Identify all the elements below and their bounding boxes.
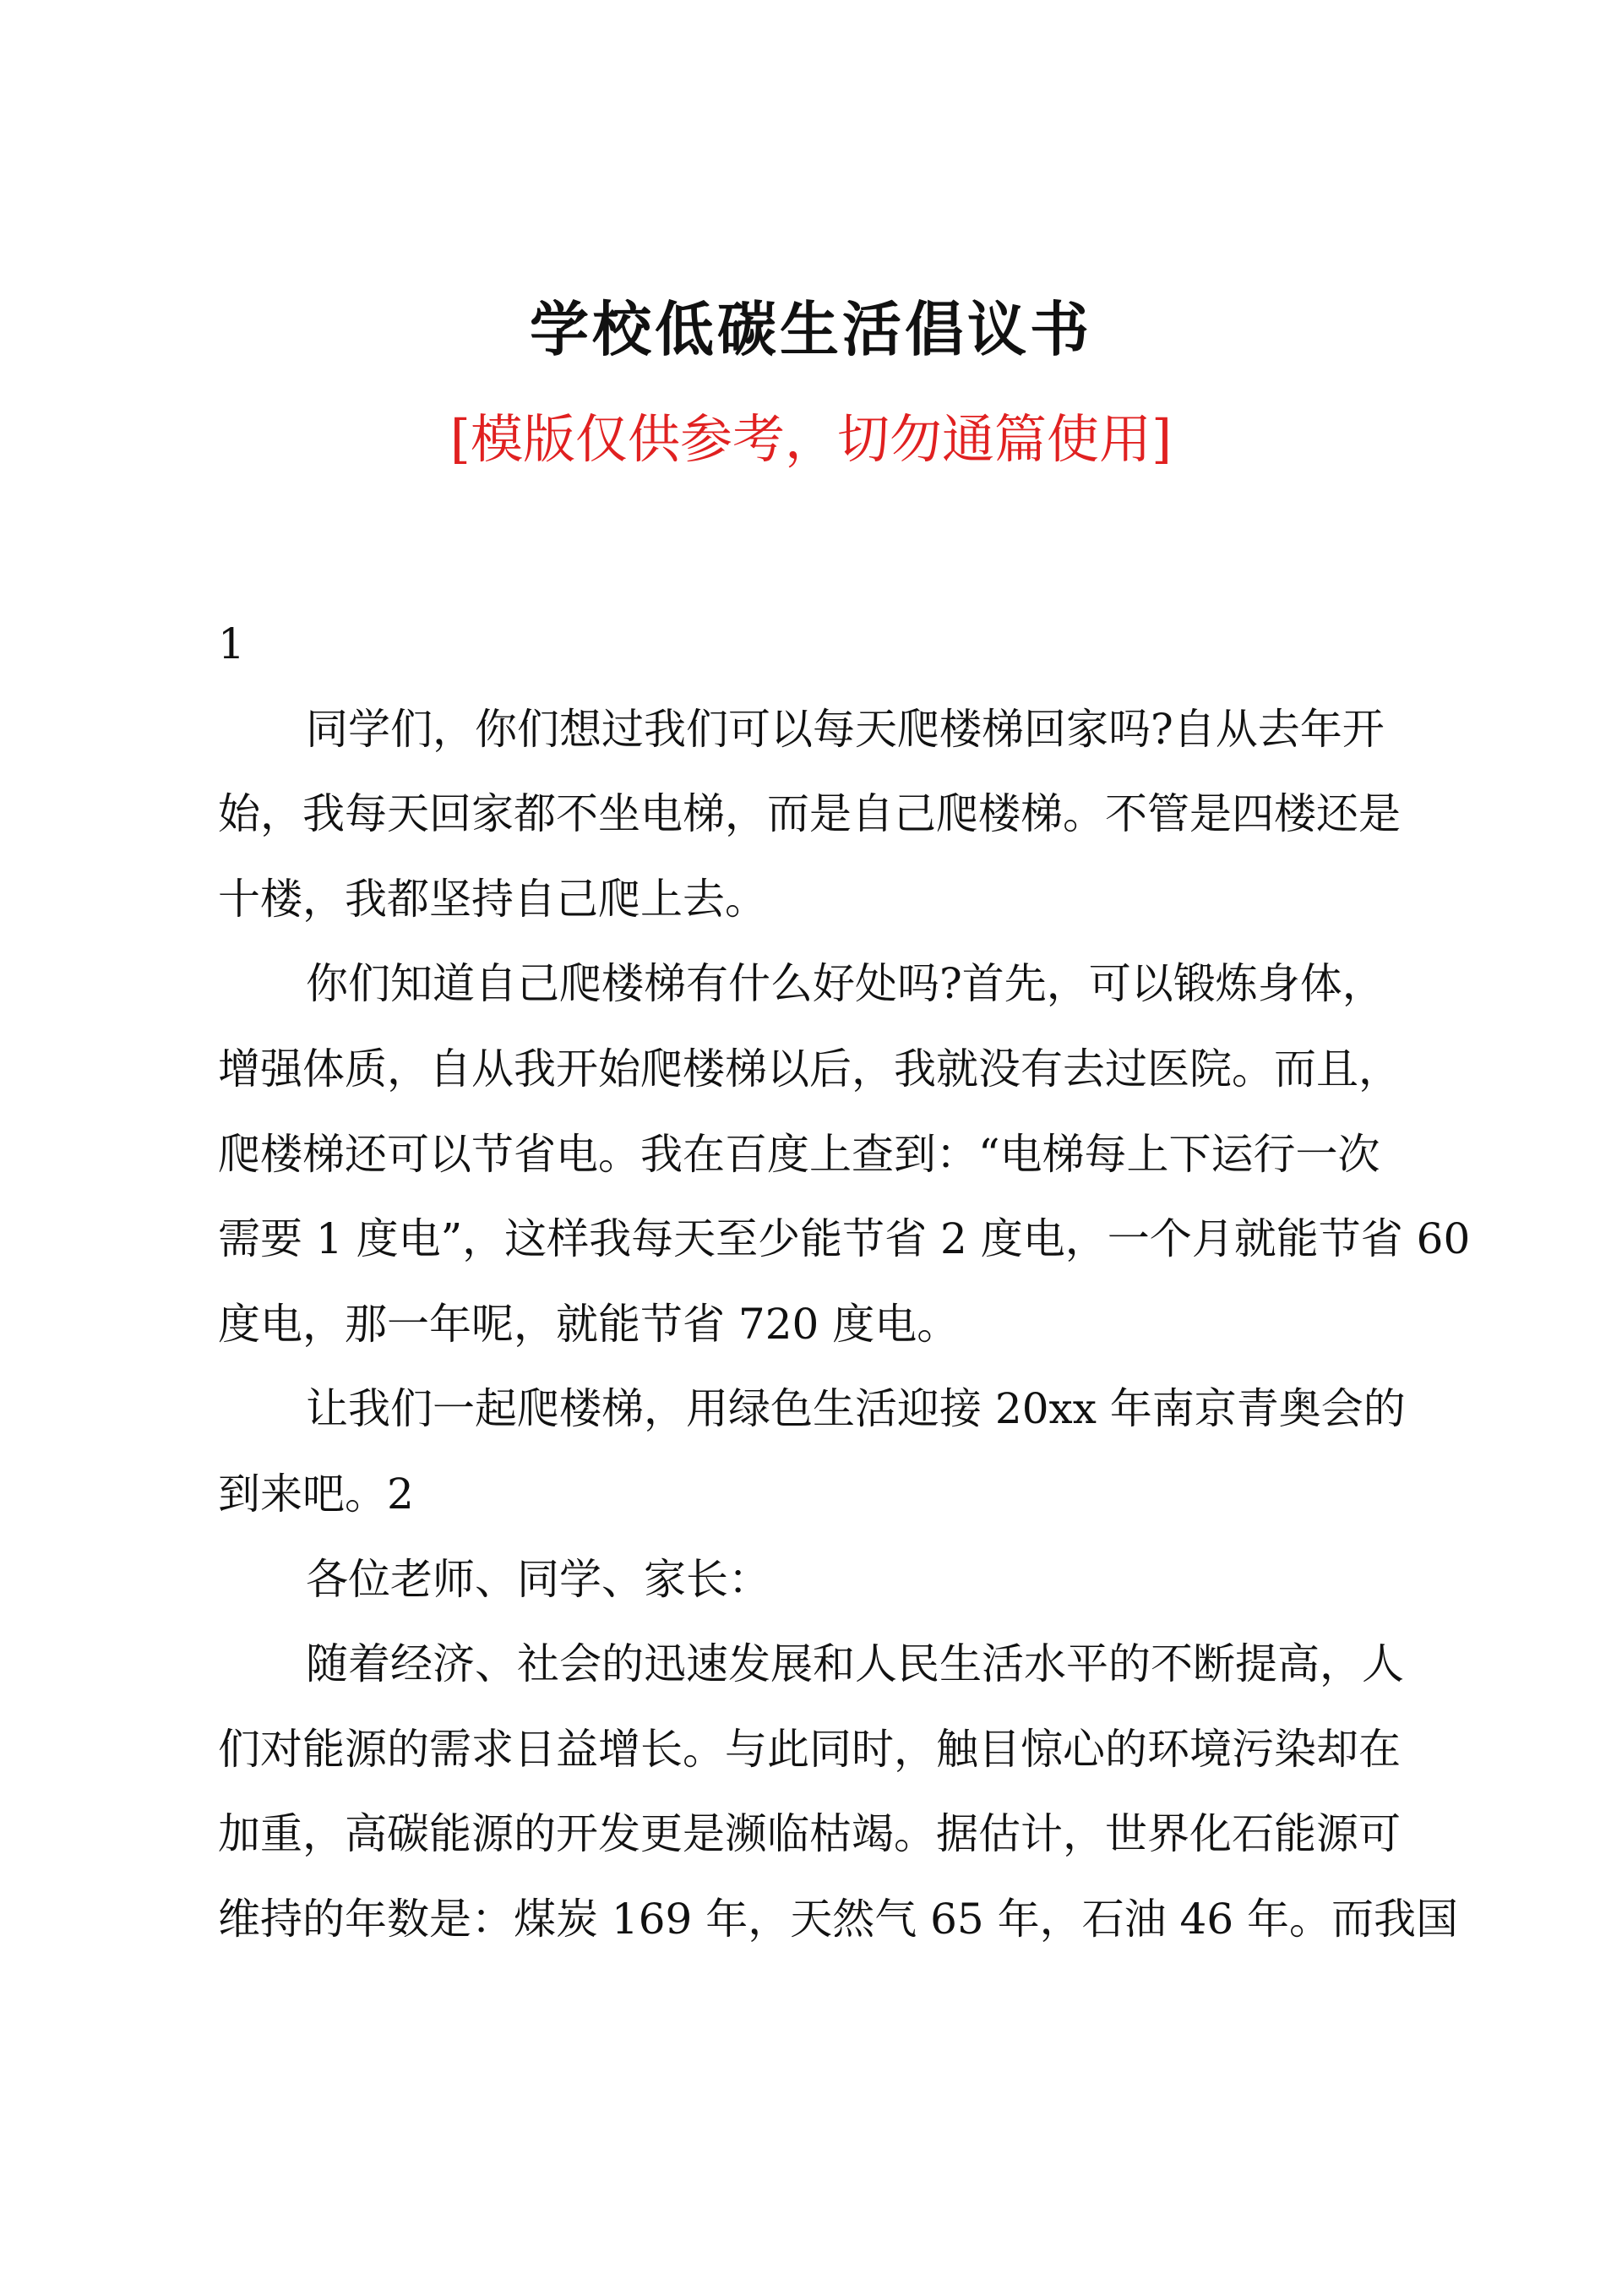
body-line: 到来吧。2	[218, 1469, 414, 1519]
template-notice: [模版仅供参考，切勿通篇使用]	[449, 408, 1173, 470]
body-line: 维持的年数是：煤炭 169 年，天然气 65 年，石油 46 年。而我国	[218, 1894, 1459, 1944]
section-number-1: 1	[218, 619, 245, 668]
body-line: 同学们，你们想过我们可以每天爬楼梯回家吗?自从去年开	[306, 704, 1385, 754]
body-line: 需要 1 度电”，这样我每天至少能节省 2 度电，一个月就能节省 60	[218, 1214, 1471, 1264]
body-line: 加重，高碳能源的开发更是濒临枯竭。据估计，世界化石能源可	[218, 1809, 1401, 1859]
body-line: 始，我每天回家都不坐电梯，而是自己爬楼梯。不管是四楼还是	[218, 789, 1401, 839]
body-line: 随着经济、社会的迅速发展和人民生活水平的不断提高，人	[306, 1639, 1404, 1689]
body-line: 爬楼梯还可以节省电。我在百度上查到：“电梯每上下运行一次	[218, 1129, 1380, 1179]
body-line: 增强体质，自从我开始爬楼梯以后，我就没有去过医院。而且，	[218, 1044, 1401, 1093]
document-body	[218, 602, 1471, 1962]
body-line: 度电，那一年呢，就能节省 720 度电。	[218, 1299, 960, 1349]
document-title: 学校低碳生活倡议书	[530, 294, 1092, 364]
body-line: 们对能源的需求日益增长。与此同时，触目惊心的环境污染却在	[218, 1724, 1401, 1774]
body-line: 让我们一起爬楼梯，用绿色生活迎接 20xx 年南京青奥会的	[306, 1384, 1406, 1434]
body-line: 十楼，我都坚持自己爬上去。	[218, 874, 767, 924]
body-line: 你们知道自己爬楼梯有什么好处吗?首先，可以锻炼身体，	[306, 959, 1385, 1009]
salutation-line: 各位老师、同学、家长：	[306, 1554, 770, 1604]
